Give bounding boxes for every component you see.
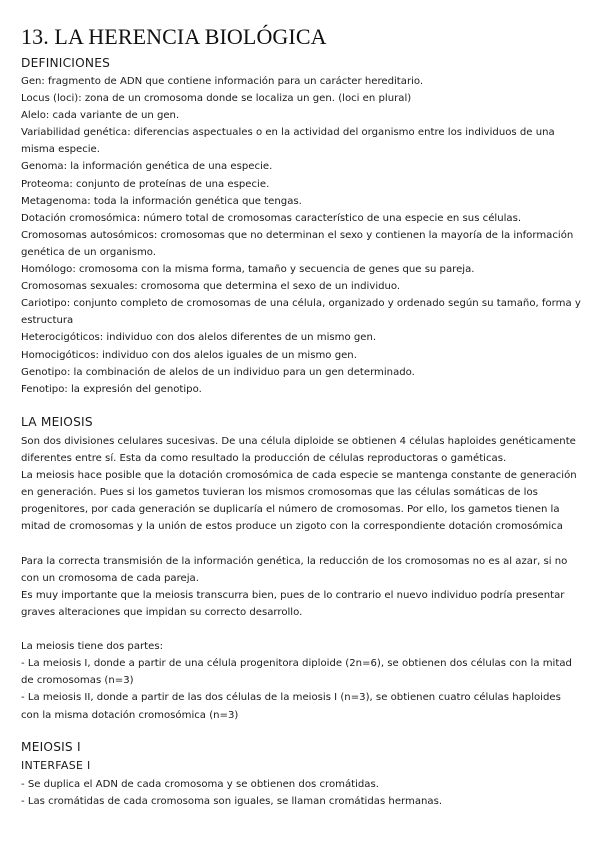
paragraph-spacer	[21, 536, 581, 553]
meiosis-part-1: - La meiosis I, donde a partir de una célula progenitora diploide (2n=6), se obtienen dos células con la mitad de cromosomas (n=3)	[21, 658, 572, 687]
definition-variabilidad: Variabilidad genética: diferencias aspectuales o en la actividad del organismo entre los individuos de una misma especie.	[21, 127, 555, 156]
section-heading-meiosis: LA MEIOSIS	[21, 415, 93, 429]
meiosis-paragraph: Para la correcta transmisión de la información genética, la reducción de los cromosomas no es al azar, si no con un cromosoma de cada pareja.	[21, 555, 568, 584]
definition-sexuales: Cromosomas sexuales: cromosoma que determina el sexo de un individuo.	[21, 281, 401, 293]
meiosis-parts-intro: La meiosis tiene dos partes:	[21, 641, 163, 653]
page-title: 13. LA HERENCIA BIOLÓGICA	[21, 24, 327, 49]
definitions-list	[21, 73, 581, 398]
definition-dotacion: Dotación cromosómica: número total de cromosomas característico de una especie en sus células.	[21, 212, 522, 224]
section-heading-meiosis-i: MEIOSIS I	[21, 740, 81, 754]
meiosis-paragraph: Es muy importante que la meiosis transcurra bien, pues de lo contrario el nuevo individuo podría presentar graves alteraciones que impidan su correcto desarrollo.	[21, 589, 565, 618]
definition-genoma: Genoma: la información genética de una especie.	[21, 161, 273, 173]
definition-gen: Gen: fragmento de ADN que contiene información para un carácter hereditario.	[21, 76, 424, 87]
definition-proteoma: Proteoma: conjunto de proteínas de una especie.	[21, 178, 270, 190]
subheading-interfase-i: INTERFASE I	[21, 759, 91, 772]
definition-autosomicos: Cromosomas autosómicos: cromosomas que no determinan el sexo y contienen la mayoría de la información genética de un organismo.	[21, 229, 574, 258]
interfase-item: - Las cromátidas de cada cromosoma son iguales, se llaman cromátidas hermanas.	[21, 796, 443, 808]
meiosis-paragraph: La meiosis hace posible que la dotación cromosómica de cada especie se mantenga constante de generación en generación. Pues si los gametos tuvieran los mismos cromosomas que las células somáticas de los progenitores, por cada generación se duplicaría el número de cromosomas. Por ello, los gametos tienen la mitad de cromosomas y la unión de estos produce un zigoto con la correspondiente dotación cromosómica	[21, 470, 577, 533]
definition-genotipo: Genotipo: la combinación de alelos de un individuo para un gen determinado.	[21, 366, 415, 378]
definition-fenotipo: Fenotipo: la expresión del genotipo.	[21, 383, 202, 395]
definition-homologo: Homólogo: cromosoma con la misma forma, tamaño y secuencia de genes que su pareja.	[21, 264, 475, 276]
interfase-list	[21, 776, 581, 810]
definition-alelo: Alelo: cada variante de un gen.	[21, 110, 180, 122]
paragraph-spacer	[21, 621, 581, 638]
meiosis-part-2: - La meiosis II, donde a partir de las dos células de la meiosis I (n=3), se obtienen cuatro células haploides con la misma dotación cromosómica (n=3)	[21, 692, 561, 721]
definition-locus: Locus (loci): zona de un cromosoma donde se localiza un gen. (loci en plural)	[21, 93, 412, 105]
definition-homocigoticos: Homocigóticos: individuo con dos alelos iguales de un mismo gen.	[21, 349, 357, 361]
interfase-item: - Se duplica el ADN de cada cromosoma y se obtienen dos cromátidas.	[21, 779, 379, 790]
definition-cariotipo: Cariotipo: conjunto completo de cromosomas de una célula, organizado y ordenado según su tamaño, forma y estructura	[21, 298, 581, 327]
meiosis-paragraph: Son dos divisiones celulares sucesivas. De una célula diploide se obtienen 4 células haploides genéticamente diferentes entre sí. Esta da como resultado la producción de células reproductoras o gaméticas.	[21, 436, 576, 465]
section-heading-definiciones: DEFINICIONES	[21, 56, 111, 70]
definition-heterocigoticos: Heterocigóticos: individuo con dos alelos diferentes de un mismo gen.	[21, 332, 377, 344]
definition-metagenoma: Metagenoma: toda la información genética que tengas.	[21, 195, 302, 207]
meiosis-body	[21, 433, 581, 724]
